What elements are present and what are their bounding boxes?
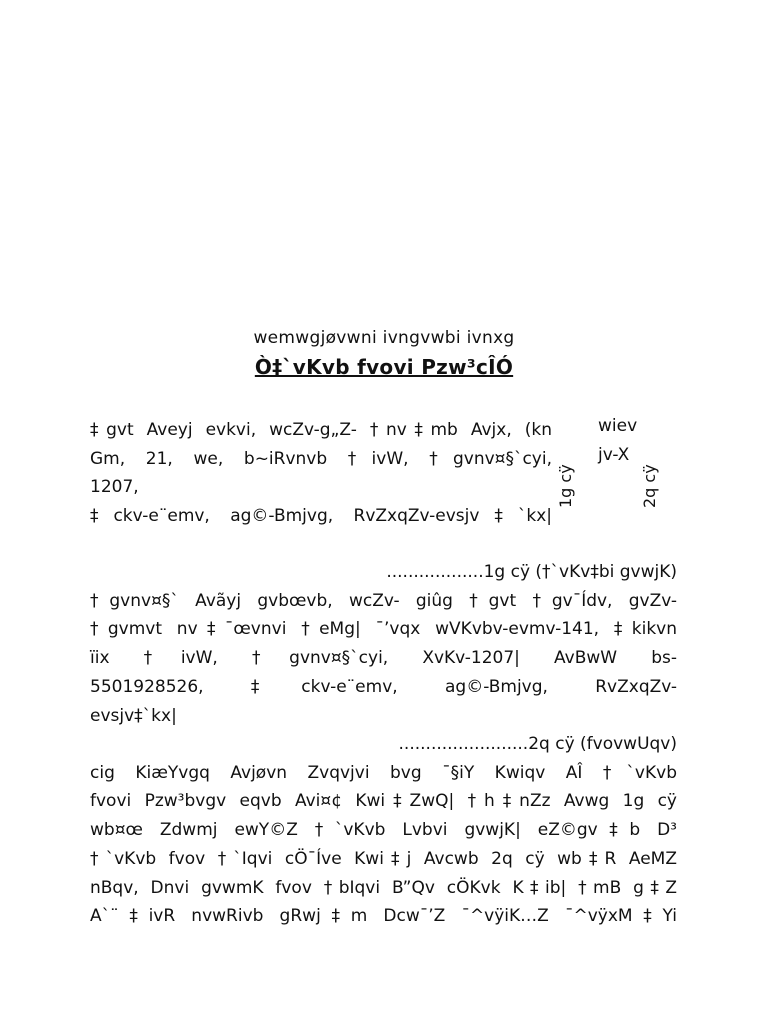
body-line-4: †`vKvb fvov †`Iqvi cÖ¯Íve Kwi‡j Avcwb 2q cÿ wb‡R AeMZ: [90, 848, 677, 869]
second-party-marker: ........................2q cÿ (fvovwUqv): [398, 734, 677, 754]
first-party-line-1: ‡gvt Aveyj evkvi, wcZv-g„Z- †nv‡mb Avjx, (kn: [90, 420, 552, 440]
body-line-1: cig KiæYvgq Avjøvn Zvqvjvi bvg ¯§iY Kwiqv AÎ †`vKvb: [90, 762, 677, 783]
first-party-line-1-tail: wiev: [598, 416, 638, 436]
first-party-block: [90, 416, 552, 531]
second-party-line-5: evsjv‡`kx|: [90, 705, 177, 726]
first-party-marker: ..................1g cÿ (†`vKv‡bi gvwjK): [386, 562, 677, 582]
first-party-line-2-tail: jv-X: [598, 445, 630, 465]
deed-header: wemwgjøvwni ivngvwbi ivnxg: [253, 328, 515, 348]
second-party-line-2: †gvmvt nv‡¯œvnvi †eMg| ¯’vqx wVKvbv-evmv-141, ‡kikvn: [90, 619, 677, 640]
body-line-6: A`¨‡ivR nvwRivb gRwj‡m Dcw¯’Z ¯^vÿiK…Z ¯^vÿxM‡Yi: [90, 906, 677, 927]
second-party-line-4: 5501928526, ‡ckv-e¨emv, ag©-Bmjvg, RvZxqZv-: [90, 676, 677, 697]
side-label-second-party: 2q cÿ: [640, 464, 659, 508]
side-label-first-party: 1g cÿ: [556, 464, 575, 508]
body-line-5: nBqv, Dnvi gvwmK fvov †bIqvi B”Qv cÖKvk K‡ib| †mB g‡Z: [90, 877, 677, 898]
first-party-line-4: ‡ckv-e¨emv, ag©-Bmjvg, RvZxqZv-evsjv‡`kx|: [90, 506, 552, 527]
body-line-2: fvovi Pzw³bvgv eqvb Avi¤¢ Kwi‡ZwQ| †h‡nZz Avwg 1g cÿ: [90, 791, 677, 812]
second-party-block: [90, 558, 677, 730]
second-party-line-3: ïix †ivW, †gvnv¤§`cyi, XvKv-1207| AvBwW bs-: [90, 648, 677, 669]
first-party-line-3: 1207,: [90, 477, 139, 498]
second-party-line-1: †gvnv¤§` Avãyj gvbœvb, wcZv- giûg †gvt †gv¯Ídv, gvZv-: [90, 590, 677, 611]
first-party-line-2: Gm, 21, we, b~iRvnvb †ivW, †gvnv¤§`cyi,: [90, 448, 552, 469]
deed-title: Ò‡`vKvb fvovi Pzw³cÎÓ: [254, 355, 514, 379]
deed-body-block: [90, 730, 677, 931]
body-line-3: wb¤œ Zdwmj ewY©Z †`vKvb Lvbvi gvwjK| eZ©gv‡b D³: [90, 820, 677, 841]
